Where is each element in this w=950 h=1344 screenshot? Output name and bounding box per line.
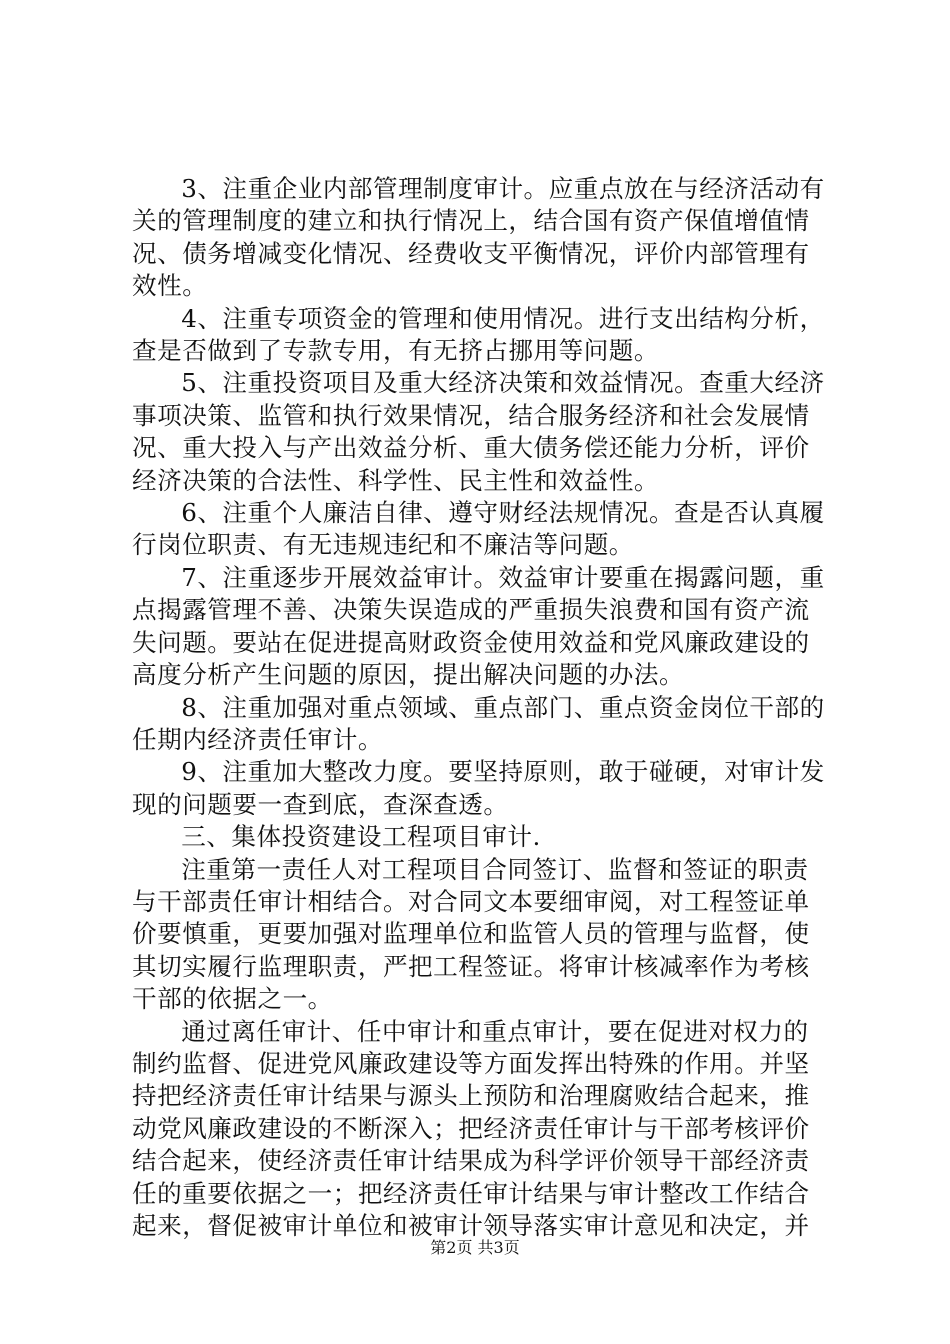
paragraph-first-responsible-person: 注重第一责任人对工程项目合同签订、监督和签证的职责 与干部责任审计相结合。对合同文本要细审阅，对工程签证单 价要慎重，更要加强对监理单位和监管人员的管理与监督，使 其切实履行监理职责，严把工程签证。将审计核减率作为考核 干部的依据之一。 <box>132 854 810 1014</box>
paragraph-personal-integrity: 6、注重个人廉洁自律、遵守财经法规情况。查是否认真履 行岗位职责、有无违规违纪和不廉洁等问题。 <box>132 498 825 560</box>
paragraph-rectification: 9、注重加大整改力度。要坚持原则，敢于碰硬，对审计发 现的问题要一查到底，查深查透。 <box>132 757 825 819</box>
paragraph-audit-results: 通过离任审计、任中审计和重点审计，要在促进对权力的 制约监督、促进党风廉政建设等方面发挥出特殊的作用。并坚 持把经济责任审计结果与源头上预防和治理腐败结合起来，推 动党风廉政建设的不断深入；把经济责任审计与干部考核评价 结合起来，使经济责任审计结果成为科学评价领导干部经济责 任的重要依据之一；把经济责任审计结果与审计整改工作结合 起来，督促被审计单位和被审计领导落实审计意见和决定，并 <box>132 1016 810 1240</box>
paragraph-key-areas: 8、注重加强对重点领域、重点部门、重点资金岗位干部的 任期内经济责任审计。 <box>132 692 825 754</box>
paragraph-efficiency-audit: 7、注重逐步开展效益审计。效益审计要重在揭露问题，重 点揭露管理不善、决策失误造成的严重损失浪费和国有资产流 失问题。要站在促进提高财政资金使用效益和党风廉政建设的 高度分析产生问题的原因，提出解决问题的办法。 <box>132 562 825 690</box>
section-heading-collective-investment: 三、集体投资建设工程项目审计. <box>181 822 541 852</box>
document-body <box>132 173 832 1242</box>
paragraph-internal-management: 3、注重企业内部管理制度审计。应重点放在与经济活动有 关的管理制度的建立和执行情况上，结合国有资产保值增值情 况、债务增减变化情况、经费收支平衡情况，评价内部管理有 效性。 <box>132 174 825 301</box>
paragraph-investment-decisions: 5、注重投资项目及重大经济决策和效益情况。查重大经济 事项决策、监管和执行效果情况，结合服务经济和社会发展情 况、重大投入与产出效益分析、重大债务偿还能力分析，评价 经济决策的合法性、科学性、民主性和效益性。 <box>132 368 825 495</box>
paragraph-special-funds: 4、注重专项资金的管理和使用情况。进行支出结构分析， 查是否做到了专款专用，有无挤占挪用等问题。 <box>132 303 825 366</box>
page-footer: 第2页 共3页 <box>430 1238 520 1257</box>
